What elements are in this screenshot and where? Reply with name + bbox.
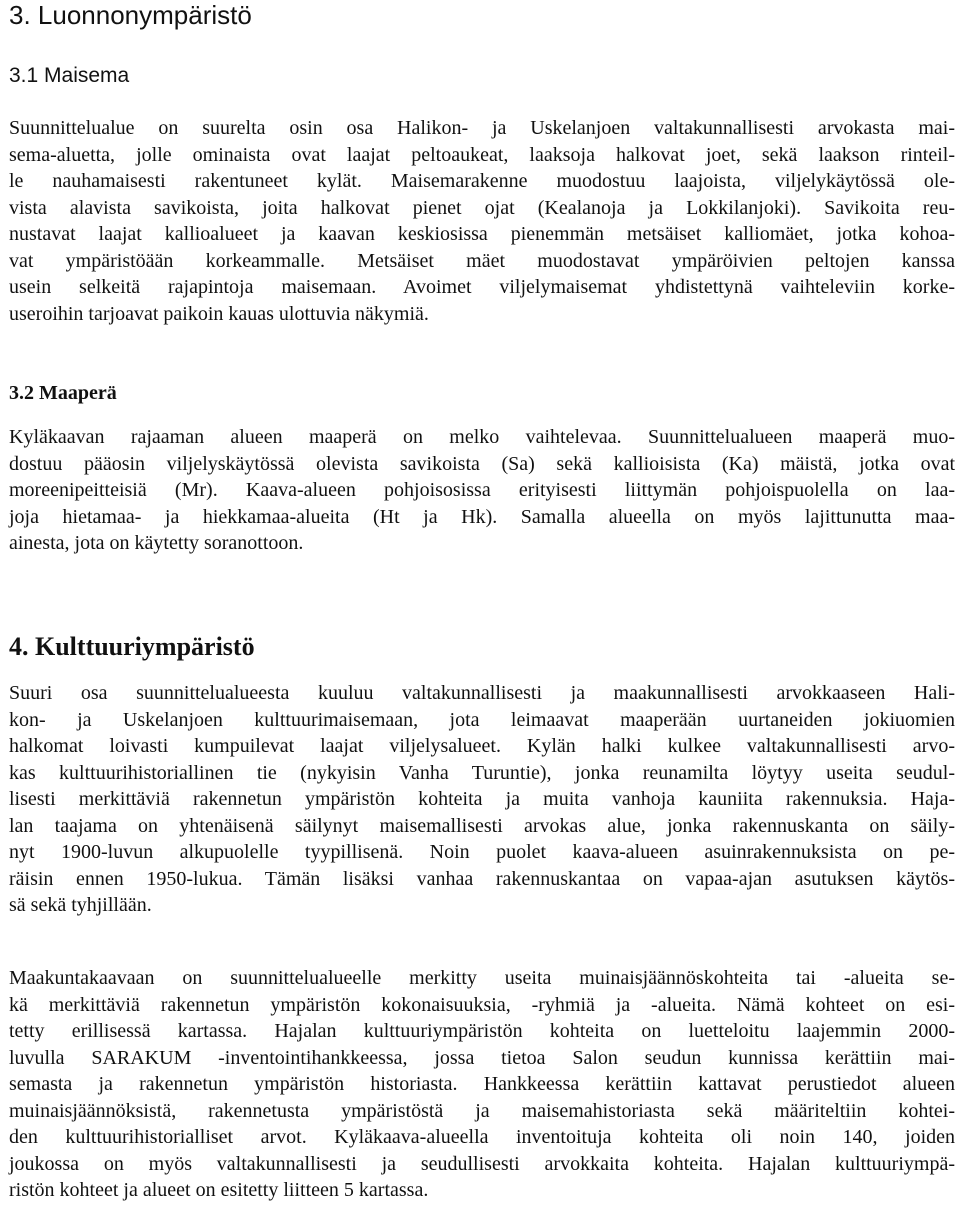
section-4-heading: 4. Kulttuuriympäristö bbox=[9, 632, 255, 661]
text-line: lan taajama on yhtenäisenä säilynyt maisemallisesti arvokas alue, jonka rakennuskanta on säily- bbox=[9, 814, 955, 837]
text-line: le nauhamaisesti rakentuneet kylät. Maisemarakenne muodostuu laajoista, viljelykäytössä ole- bbox=[9, 170, 955, 192]
kulttuuriymparisto-paragraph-2 bbox=[9, 965, 955, 1204]
text-line: kas kulttuurihistoriallinen tie (nykyisin Vanha Turuntie), jonka reunamilta löytyy useita seudul- bbox=[9, 761, 955, 784]
text-line: nyt 1900-luvun alkupuolelle tyypillisenä. Noin puolet kaava-alueen asuinrakennuksista on pe- bbox=[9, 841, 955, 863]
text-line: kon- ja Uskelanjoen kulttuurimaisemaan, jota leimaavat maaperään uurtaneiden jokiuomien bbox=[9, 708, 955, 731]
text-line: Kyläkaavan rajaaman alueen maaperä on melko vaihtelevaa. Suunnittelualueen maaperä muo- bbox=[9, 426, 955, 448]
text-line: usein selkeitä rajapintoja maisemaan. Avoimet viljelymaisemat yhdistettynä vaihteleviin korke- bbox=[9, 276, 955, 298]
kulttuuriymparisto-paragraph-1 bbox=[9, 680, 955, 919]
text-line: Suunnittelualue on suurelta osin osa Halikon- ja Uskelanjoen valtakunnallisesti arvokasta mai- bbox=[9, 117, 955, 139]
text-line: räisin ennen 1950-lukua. Tämän lisäksi vanhaa rakennuskantaa on vapaa-ajan asutuksen käytös- bbox=[9, 867, 955, 890]
text-line: muinaisjäännöksistä, rakennetusta ympäristöstä ja maisemahistoriasta sekä määriteltiin kohtei- bbox=[9, 1099, 955, 1122]
section-3-1-heading: 3.1 Maisema bbox=[9, 64, 130, 87]
maapera-paragraph bbox=[9, 424, 955, 557]
text-line: joja hietamaa- ja hiekkamaa-alueita (Ht ja Hk). Samalla alueella on myös lajittunutta maa- bbox=[9, 505, 955, 528]
section-3-heading: 3. Luonnonympäristö bbox=[9, 0, 252, 30]
text-line: ainesta, jota on käytetty soranottoon. bbox=[9, 532, 304, 554]
text-line: sema-aluetta, jolle ominaista ovat laajat peltoaukeat, laaksoja halkovat joet, sekä laakson rinteil- bbox=[9, 143, 955, 166]
text-line: useroihin tarjoavat paikoin kauas ulottuvia näkymiä. bbox=[9, 302, 429, 325]
text-line: vat ympäristöään korkeammalle. Metsäiset mäet muodostavat ympäröivien peltojen kanssa bbox=[9, 249, 955, 272]
text-line: nustavat laajat kallioalueet ja kaavan keskiosissa pienemmän metsäiset kalliomäet, jotka kohoa- bbox=[9, 223, 955, 245]
text-line: tetty erillisessä kartassa. Hajalan kulttuuriympäristön kohteita on luetteloitu laajemmin 2000- bbox=[9, 1020, 955, 1042]
text-line: Suuri osa suunnittelualueesta kuuluu valtakunnallisesti ja maakunnallisesti arvokkaaseen Hali- bbox=[9, 682, 955, 704]
text-line: joukossa on myös valtakunnallisesti ja seudullisesti arvokkaita kohteita. Hajalan kulttuuriympä- bbox=[9, 1152, 955, 1175]
text-line: moreenipeitteisiä (Mr). Kaava-alueen pohjoisosissa erityisesti liittymän pohjoispuolella on laa- bbox=[9, 479, 955, 501]
text-line: halkomat loivasti kumpuilevat laajat viljelysalueet. Kylän halki kulkee valtakunnallisesti arvo- bbox=[9, 735, 955, 757]
text-line: vista alavista savikoista, joita halkovat pienet ojat (Kealanoja ja Lokkilanjoki). Savikoita reu- bbox=[9, 196, 955, 219]
text-line: dostuu pääosin viljelyskäytössä olevista savikoista (Sa) sekä kallioisista (Ka) mäistä, jotka ovat bbox=[9, 452, 955, 475]
text-line: semasta ja rakennetun ympäristön historiasta. Hankkeessa kerättiin kattavat perustiedot alueen bbox=[9, 1073, 955, 1095]
text-line: ristön kohteet ja alueet on esitetty liitteen 5 kartassa. bbox=[9, 1179, 429, 1201]
text-line: sä sekä tyhjillään. bbox=[9, 894, 152, 916]
text-line: lisesti merkittäviä rakennetun ympäristön kohteita ja muita vanhoja kauniita rakennuksia. Haja- bbox=[9, 788, 955, 810]
section-3-2-heading: 3.2 Maaperä bbox=[9, 382, 117, 404]
text-line: Maakuntakaavaan on suunnittelualueelle merkitty useita muinaisjäännöskohteita tai -alueita se- bbox=[9, 967, 955, 989]
text-line: kä merkittäviä rakennetun ympäristön kokonaisuuksia, -ryhmiä ja -alueita. Nämä kohteet on esi- bbox=[9, 993, 955, 1016]
maisema-paragraph bbox=[9, 115, 955, 327]
text-line: den kulttuurihistorialliset arvot. Kyläkaava-alueella inventoituja kohteita oli noin 140, joiden bbox=[9, 1126, 955, 1148]
text-line: luvulla SARAKUM -inventointihankkeessa, jossa tietoa Salon seudun kunnissa kerättiin mai- bbox=[9, 1046, 955, 1069]
